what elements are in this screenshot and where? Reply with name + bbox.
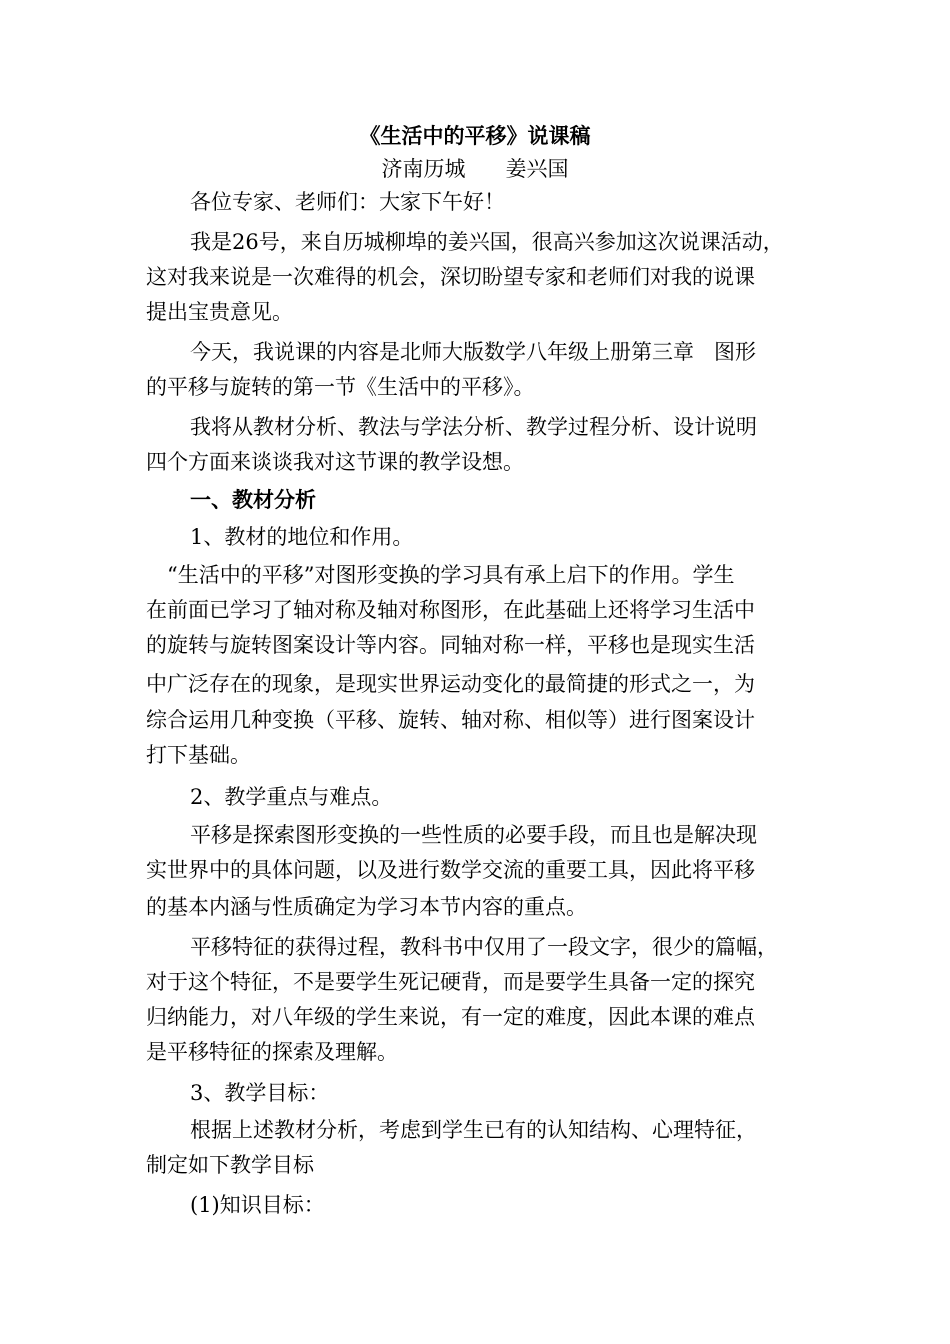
subsection-heading: 2、教学重点与难点。	[190, 785, 393, 809]
subsection-heading: 3、教学目标：	[190, 1081, 330, 1105]
paragraph-line: 对于这个特征，不是要学生死记硬背，而是要学生具备一定的探究	[146, 970, 755, 994]
paragraph-line: 各位专家、老师们：大家下午好！	[190, 190, 505, 214]
paragraph-line: 实世界中的具体问题，以及进行数学交流的重要工具，因此将平移	[146, 858, 755, 882]
subsection-heading: (1)知识目标：	[190, 1193, 325, 1217]
paragraph-line: 这对我来说是一次难得的机会，深切盼望专家和老师们对我的说课	[146, 265, 755, 289]
paragraph-line: “生活中的平移”对图形变换的学习具有承上启下的作用。学生	[167, 563, 735, 587]
paragraph-line: 的基本内涵与性质确定为学习本节内容的重点。	[146, 895, 587, 919]
document-author: 济南历城 姜兴国	[381, 157, 569, 181]
section-heading: 一、教材分析	[190, 487, 316, 512]
paragraph-line: 综合运用几种变换（平移、旋转、轴对称、相似等）进行图案设计	[146, 708, 755, 732]
paragraph-line: 提出宝贵意见。	[146, 300, 293, 324]
paragraph-line: 平移是探索图形变换的一些性质的必要手段，而且也是解决现	[190, 823, 757, 847]
paragraph-line: 归纳能力，对八年级的学生来说，有一定的难度，因此本课的难点	[146, 1005, 755, 1029]
paragraph-line: 是平移特征的探索及理解。	[146, 1040, 398, 1064]
subsection-heading: 1、教材的地位和作用。	[190, 525, 414, 549]
paragraph-line: 打下基础。	[146, 743, 251, 767]
paragraph-line: 四个方面来谈谈我对这节课的教学设想。	[146, 450, 524, 474]
paragraph-line: 今天，我说课的内容是北师大版数学八年级上册第三章 图形	[190, 340, 757, 364]
paragraph-line: 的平移与旋转的第一节《生活中的平移》。	[146, 375, 535, 399]
paragraph-line: 我是26号，来自历城柳埠的姜兴国，很高兴参加这次说课活动，	[190, 230, 784, 254]
paragraph-line: 我将从教材分析、教法与学法分析、教学过程分析、设计说明	[190, 415, 757, 439]
paragraph-line: 在前面已学习了轴对称及轴对称图形，在此基础上还将学习生活中	[146, 598, 755, 622]
paragraph-line: 平移特征的获得过程，教科书中仅用了一段文字，很少的篇幅，	[190, 935, 778, 959]
paragraph-line: 根据上述教材分析，考虑到学生已有的认知结构、心理特征，	[190, 1118, 757, 1142]
document-title: 《生活中的平移》说课稿	[359, 123, 591, 148]
paragraph-line: 制定如下教学目标	[146, 1153, 314, 1177]
paragraph-line: 中广泛存在的现象，是现实世界运动变化的最简捷的形式之一，为	[146, 672, 755, 696]
paragraph-line: 的旋转与旋转图案设计等内容。同轴对称一样，平移也是现实生活	[146, 633, 755, 657]
